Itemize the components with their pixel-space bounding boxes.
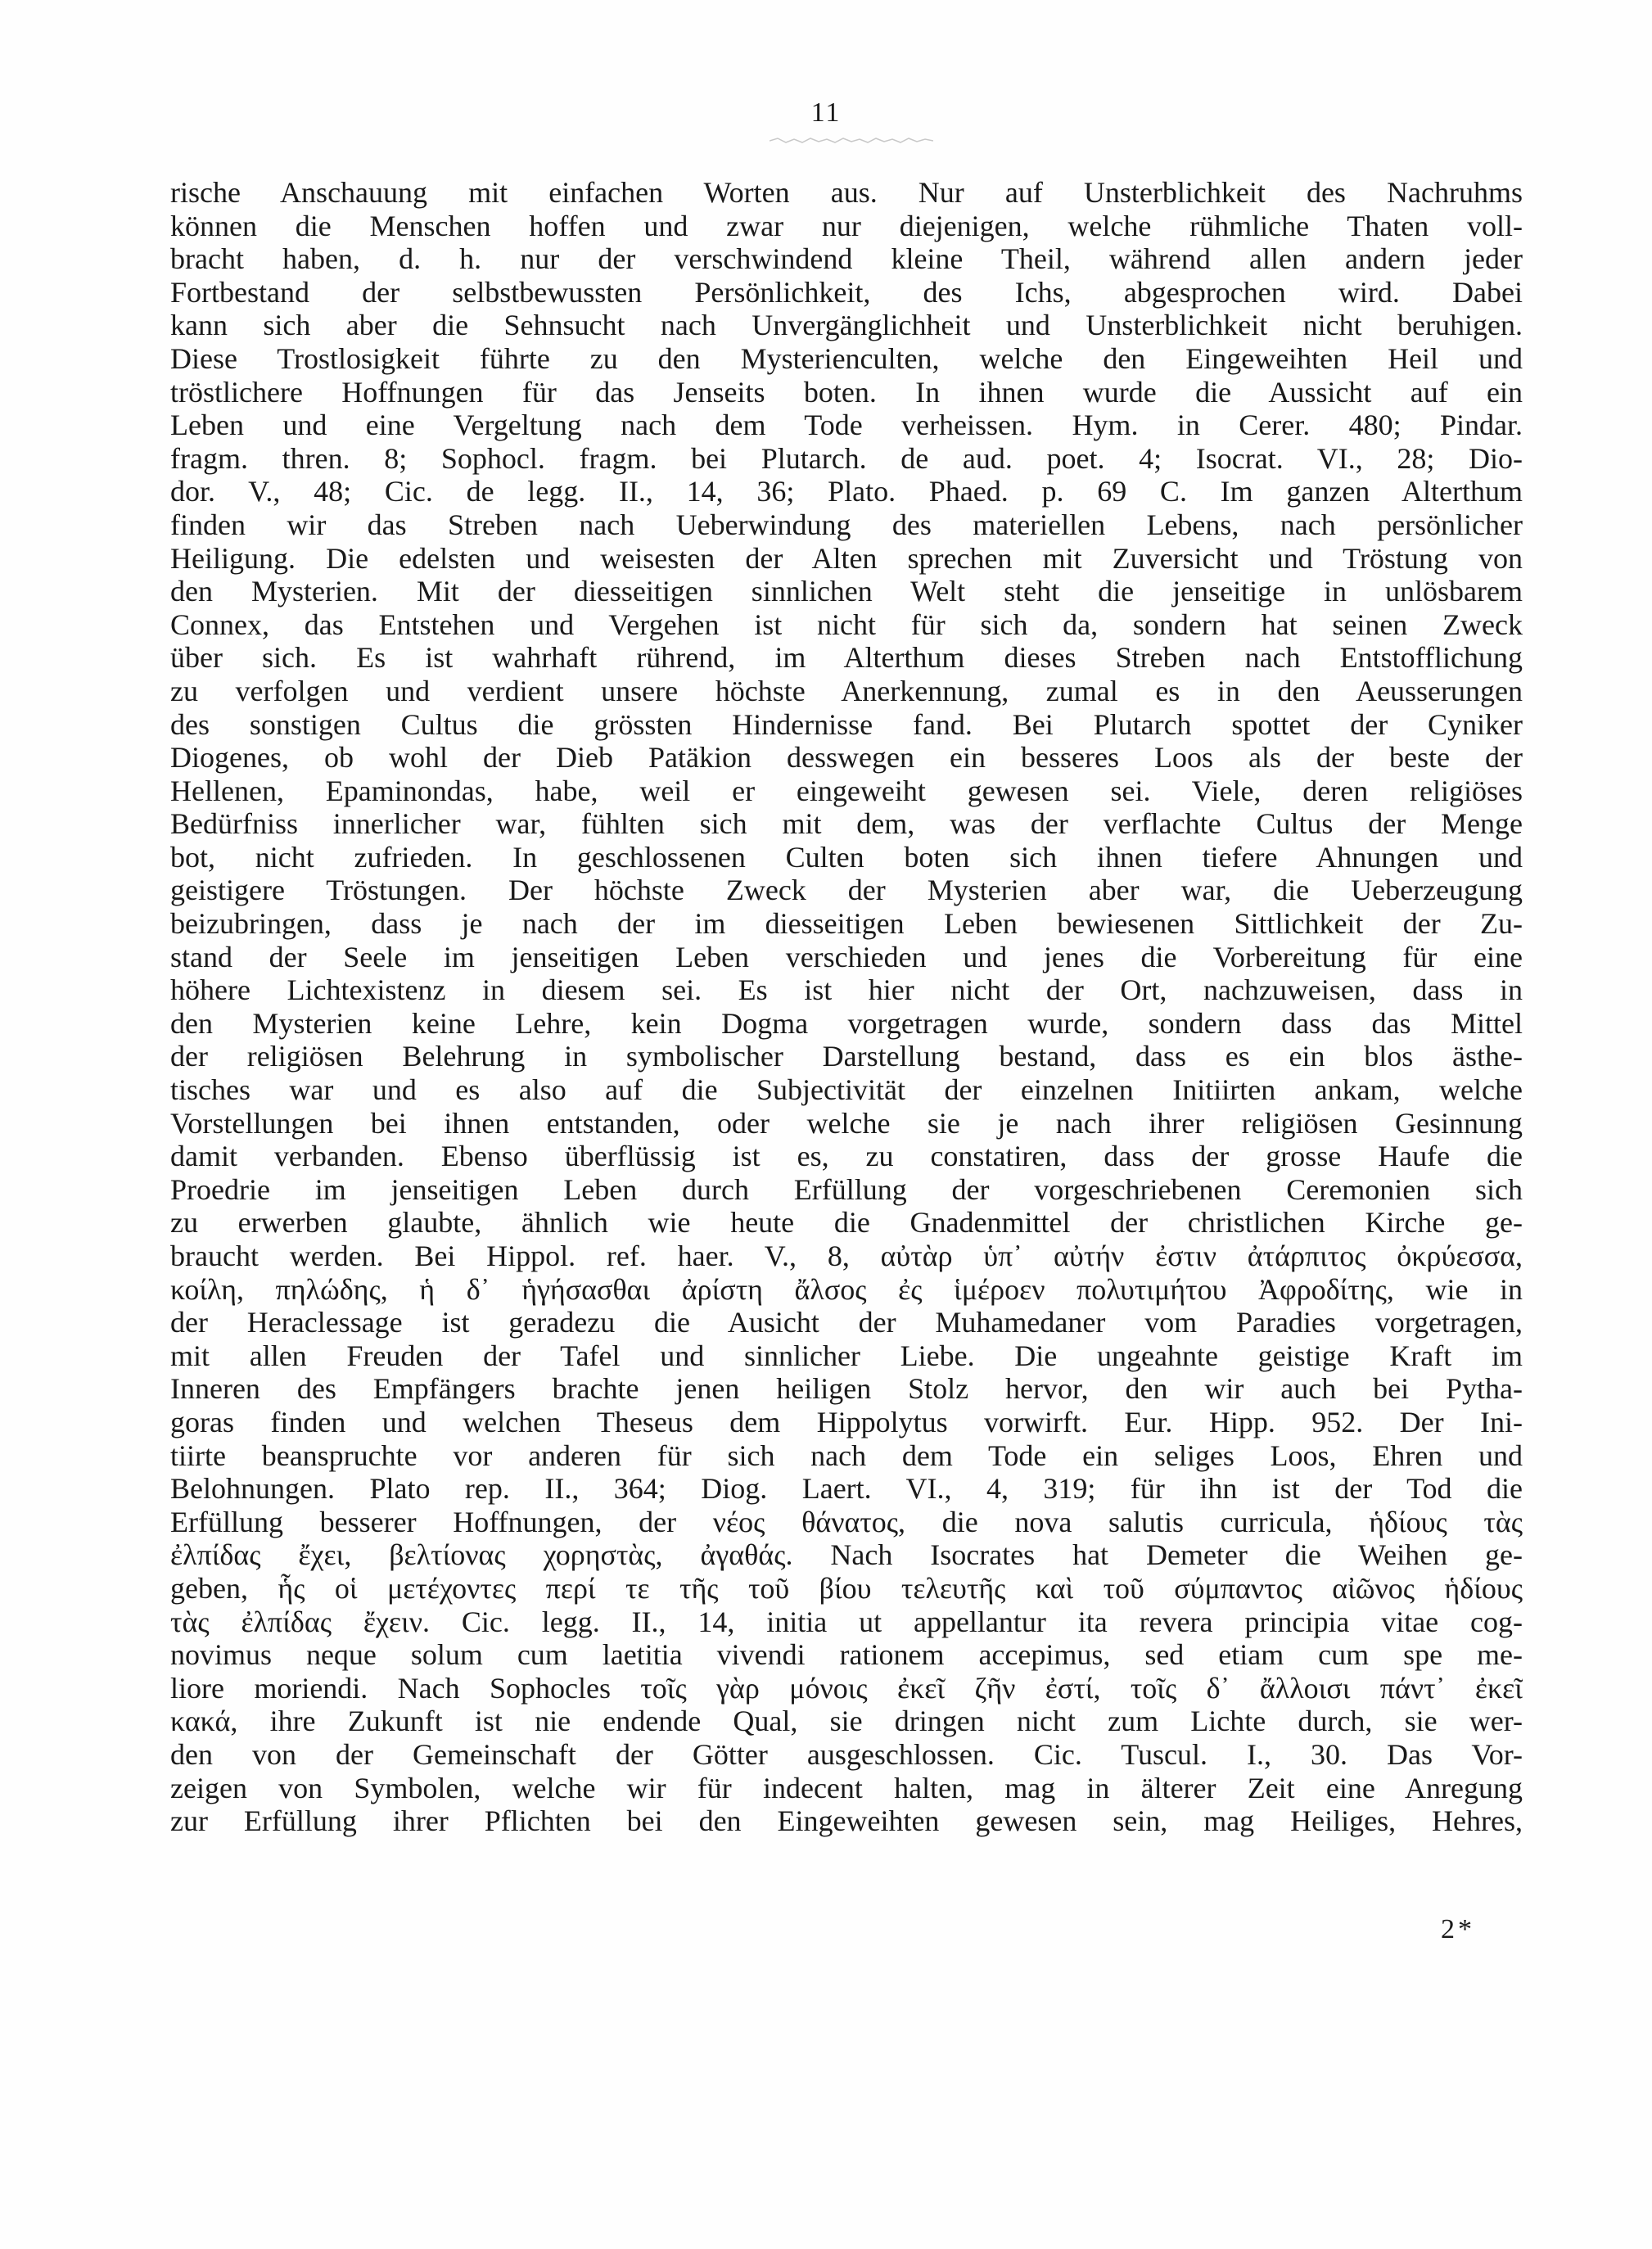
text-line: braucht werden. Bei Hippol. ref. haer. V., 8, αὐτὰρ ὑπ᾿ αὐτήν ἐστιν ἀτάρπιτος ὀκρύεσσα, [170,1240,1523,1272]
text-line: zur Erfüllung ihrer Pflichten bei den Eingeweihten gewesen sein, mag Heiliges, Hehres, [170,1804,1523,1838]
text-line: zu erwerben glaubte, ähnlich wie heute die Gnadenmittel der christlichen Kirche ge- [170,1206,1523,1240]
text-line: Diese Trostlosigkeit führte zu den Mysterienculten, welche den Eingeweihten Heil und [170,341,1523,375]
text-line: liore moriendi. Nach Sophocles τοῖς γὰρ μόνοις ἐκεῖ ζῆν ἐστί, τοῖς δ᾿ ἄλλοισι πάντ᾿ ἐκεῖ [170,1671,1523,1705]
text-line: τὰς ἐλπίδας ἔχειν. Cic. legg. II., 14, initia ut appellantur ita revera principia vitae cog- [170,1605,1523,1638]
text-line: Belohnungen. Plato rep. II., 364; Diog. Laert. VI., 4, 319; für ihn ist der Tod die [170,1472,1523,1506]
text-line: fragm. thren. 8; Sophocl. fragm. bei Plutarch. de aud. poet. 4; Isocrat. VI., 28; Dio- [170,441,1523,475]
text-line: den Mysterien keine Lehre, kein Dogma vorgetragen wurde, sondern dass das Mittel [170,1006,1523,1040]
text-line: der religiösen Belehrung in symbolischer Darstellung bestand, dass es ein blos ästhe- [170,1040,1523,1073]
text-line: Heiligung. Die edelsten und weisesten der Alten sprechen mit Zuversicht und Tröstung von [170,541,1523,575]
text-line: Fortbestand der selbstbewussten Persönlichkeit, des Ichs, abgesprochen wird. Dabei [170,275,1523,309]
page-number: 11 [810,97,842,128]
text-line: κακά, ihre Zukunft ist nie endende Qual, sie dringen nicht zum Lichte durch, sie wer- [170,1705,1523,1738]
text-line: rische Anschauung mit einfachen Worten aus. Nur auf Unsterblichkeit des Nachruhms [170,176,1523,209]
text-line: können die Menschen hoffen und zwar nur diejenigen, welche rühmliche Thaten voll- [170,209,1523,242]
text-line: bracht haben, d. h. nur der verschwindend kleine Theil, während allen andern jeder [170,242,1523,276]
text-line: Erfüllung besserer Hoffnungen, der νέος θάνατος, die nova salutis curricula, ἡδίους τὰς [170,1505,1523,1538]
text-line: beizubringen, dass je nach der im diesseitigen Leben bewiesenen Sittlichkeit der Zu- [170,907,1523,941]
text-line: zeigen von Symbolen, welche wir für indecent halten, mag in älterer Zeit eine Anregung [170,1771,1523,1804]
text-line: finden wir das Streben nach Ueberwindung des materiellen Lebens, nach persönlicher [170,508,1523,541]
text-line: ἐλπίδας ἔχει, βελτίονας χορηστὰς, ἀγαθάς. Nach Isocrates hat Demeter die Weihen ge- [170,1538,1523,1572]
text-line: Proedrie im jenseitigen Leben durch Erfüllung der vorgeschriebenen Ceremonien sich [170,1172,1523,1206]
text-line: des sonstigen Cultus die grössten Hindernisse fand. Bei Plutarch spottet der Cyniker [170,707,1523,741]
text-line: geistigere Tröstungen. Der höchste Zweck der Mysterien aber war, die Ueberzeugung [170,874,1523,907]
header-ornament-rule [770,138,933,144]
text-line: mit allen Freuden der Tafel und sinnlicher Liebe. Die ungeahnte geistige Kraft im [170,1339,1523,1372]
text-line: kann sich aber die Sehnsucht nach Unvergänglichheit und Unsterblichkeit nicht beruhigen. [170,309,1523,342]
text-line: dor. V., 48; Cic. de legg. II., 14, 36; Plato. Phaed. p. 69 C. Im ganzen Alterthum [170,475,1523,508]
text-line: zu verfolgen und verdient unsere höchste Anerkennung, zumal es in den Aeusserungen [170,674,1523,707]
text-line: κοίλη, πηλώδης, ἡ δ᾿ ἡγήσασθαι ἀρίστη ἄλσος ἐς ἱμέροεν πολυτιμήτου Ἀφροδίτης, wie in [170,1272,1523,1306]
text-line: goras finden und welchen Theseus dem Hippolytus vorwirft. Eur. Hipp. 952. Der Ini- [170,1405,1523,1438]
text-line: novimus neque solum cum laetitia vivendi rationem accepimus, sed etiam cum spe me- [170,1638,1523,1672]
text-line: höhere Lichtexistenz in diesem sei. Es ist hier nicht der Ort, nachzuweisen, dass in [170,973,1523,1007]
text-line: damit verbanden. Ebenso überflüssig ist es, zu constatiren, dass der grosse Haufe die [170,1140,1523,1173]
body-text [170,176,1523,1838]
text-line: Leben und eine Vergeltung nach dem Tode verheissen. Hym. in Cerer. 480; Pindar. [170,409,1523,442]
text-line: Vorstellungen bei ihnen entstanden, oder welche sie je nach ihrer religiösen Gesinnung [170,1106,1523,1140]
text-line: Hellenen, Epaminondas, habe, weil er eingeweiht gewesen sei. Viele, deren religiöses [170,774,1523,807]
text-line: stand der Seele im jenseitigen Leben verschieden und jenes die Vorbereitung für eine [170,940,1523,973]
text-line: Connex, das Entstehen und Vergehen ist nicht für sich da, sondern hat seinen Zweck [170,607,1523,641]
text-line: tiirte beanspruchte vor anderen für sich nach dem Tode ein seliges Loos, Ehren und [170,1438,1523,1472]
text-line: über sich. Es ist wahrhaft rührend, im Alterthum dieses Streben nach Entstofflichung [170,641,1523,675]
text-line: Inneren des Empfängers brachte jenen heiligen Stolz hervor, den wir auch bei Pytha- [170,1372,1523,1406]
text-line: bot, nicht zufrieden. In geschlossenen Culten boten sich ihnen tiefere Ahnungen und [170,840,1523,874]
text-line: den von der Gemeinschaft der Götter ausgeschlossen. Cic. Tuscul. I., 30. Das Vor- [170,1737,1523,1771]
text-line: tisches war und es also auf die Subjectivität der einzelnen Initiirten ankam, welche [170,1073,1523,1107]
text-line: geben, ἧς οἱ μετέχοντες περί τε τῆς τοῦ βίου τελευτῆς καὶ τοῦ σύμπαντος αἰῶνος ἡδίους [170,1571,1523,1605]
signature-mark: 2* [1441,1914,1475,1944]
text-line: Diogenes, ob wohl der Dieb Patäkion desswegen ein besseres Loos als der beste der [170,741,1523,775]
text-line: den Mysterien. Mit der diesseitigen sinnlichen Welt steht die jenseitige in unlösbarem [170,575,1523,608]
text-line: Bedürfniss innerlicher war, fühlten sich mit dem, was der verflachte Cultus der Menge [170,807,1523,841]
text-line: der Heraclessage ist geradezu die Ausicht der Muhamedaner vom Paradies vorgetragen, [170,1306,1523,1339]
text-line: tröstlichere Hoffnungen für das Jenseits boten. In ihnen wurde die Aussicht auf ein [170,375,1523,409]
